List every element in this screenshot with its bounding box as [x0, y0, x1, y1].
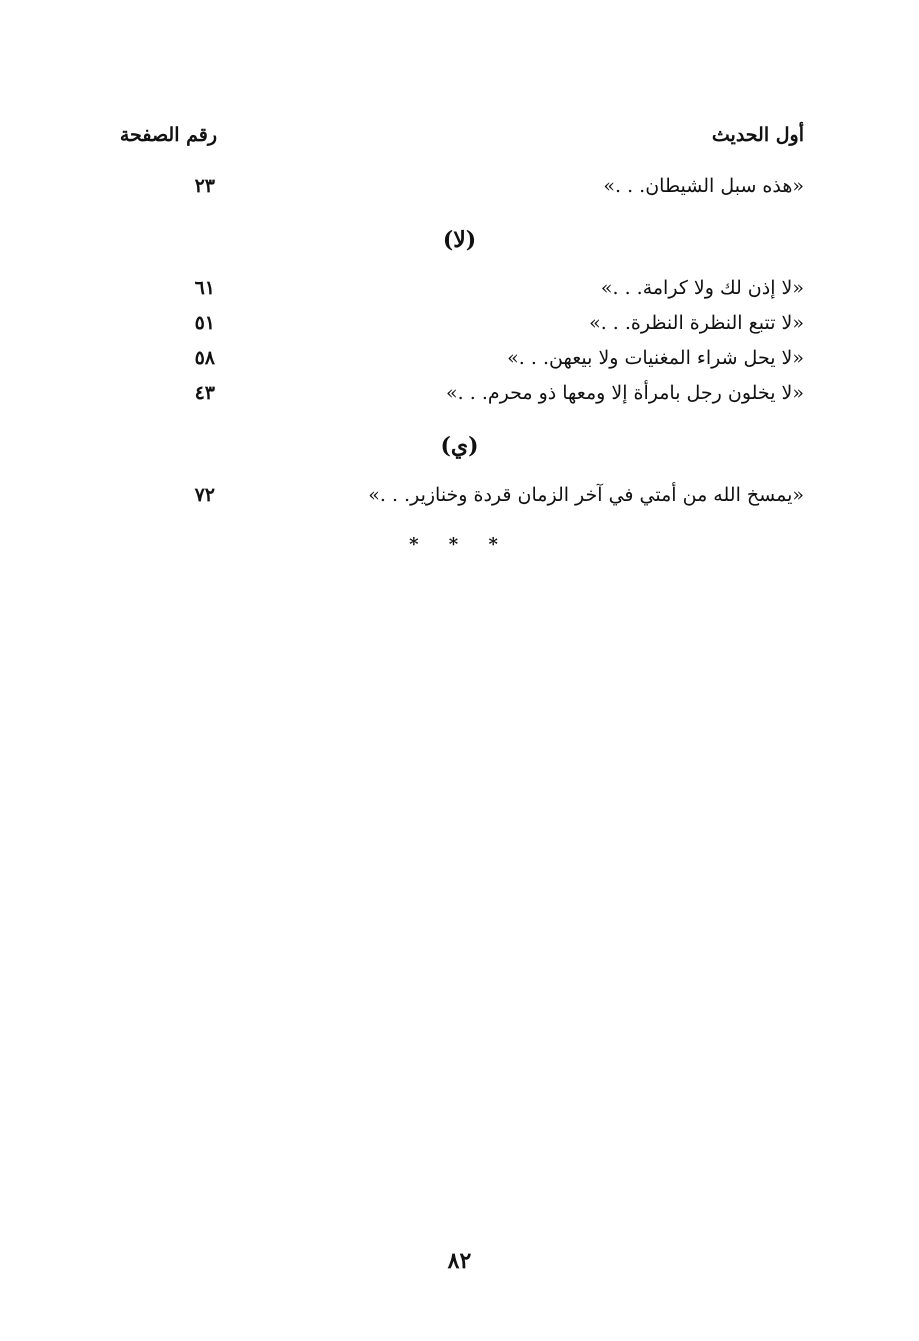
table-row [0, 270, 919, 306]
table-row [0, 340, 919, 376]
hadith-text: «لا إذن لك ولا كرامة. . .» [600, 277, 804, 299]
table-row [0, 375, 919, 411]
hadith-text: «هذه سبل الشيطان. . .» [603, 175, 804, 197]
hadith-text: «لا يخلون رجل بامرأة إلا ومعها ذو محرم. . .» [446, 382, 804, 404]
hadith-page-number: ٤٣ [194, 382, 215, 404]
table-row [0, 477, 919, 513]
section-separator: * * * [409, 534, 510, 555]
hadith-text: «لا تتبع النظرة النظرة. . .» [589, 312, 804, 334]
hadith-page-number: ٦١ [194, 277, 215, 299]
table-header [0, 117, 919, 153]
footer-page-number: ٨٢ [447, 1248, 472, 1274]
section-heading-ya: (ي) [440, 433, 479, 459]
page-number-column-header: رقم الصفحة [119, 124, 217, 146]
hadith-text: «لا يحل شراء المغنيات ولا بيعهن. . .» [507, 347, 804, 369]
hadith-page-number: ٥٨ [194, 347, 215, 369]
table-row [0, 305, 919, 341]
hadith-page-number: ٥١ [194, 312, 215, 334]
hadith-page-number: ٧٢ [194, 484, 215, 506]
table-row [0, 168, 919, 204]
hadith-page-number: ٢٣ [194, 175, 215, 197]
hadith-text: «يمسخ الله من أمتي في آخر الزمان قردة وخنازير. . .» [368, 484, 804, 506]
section-heading-la: (لا) [442, 227, 477, 253]
hadith-start-column-header: أول الحديث [711, 124, 804, 146]
